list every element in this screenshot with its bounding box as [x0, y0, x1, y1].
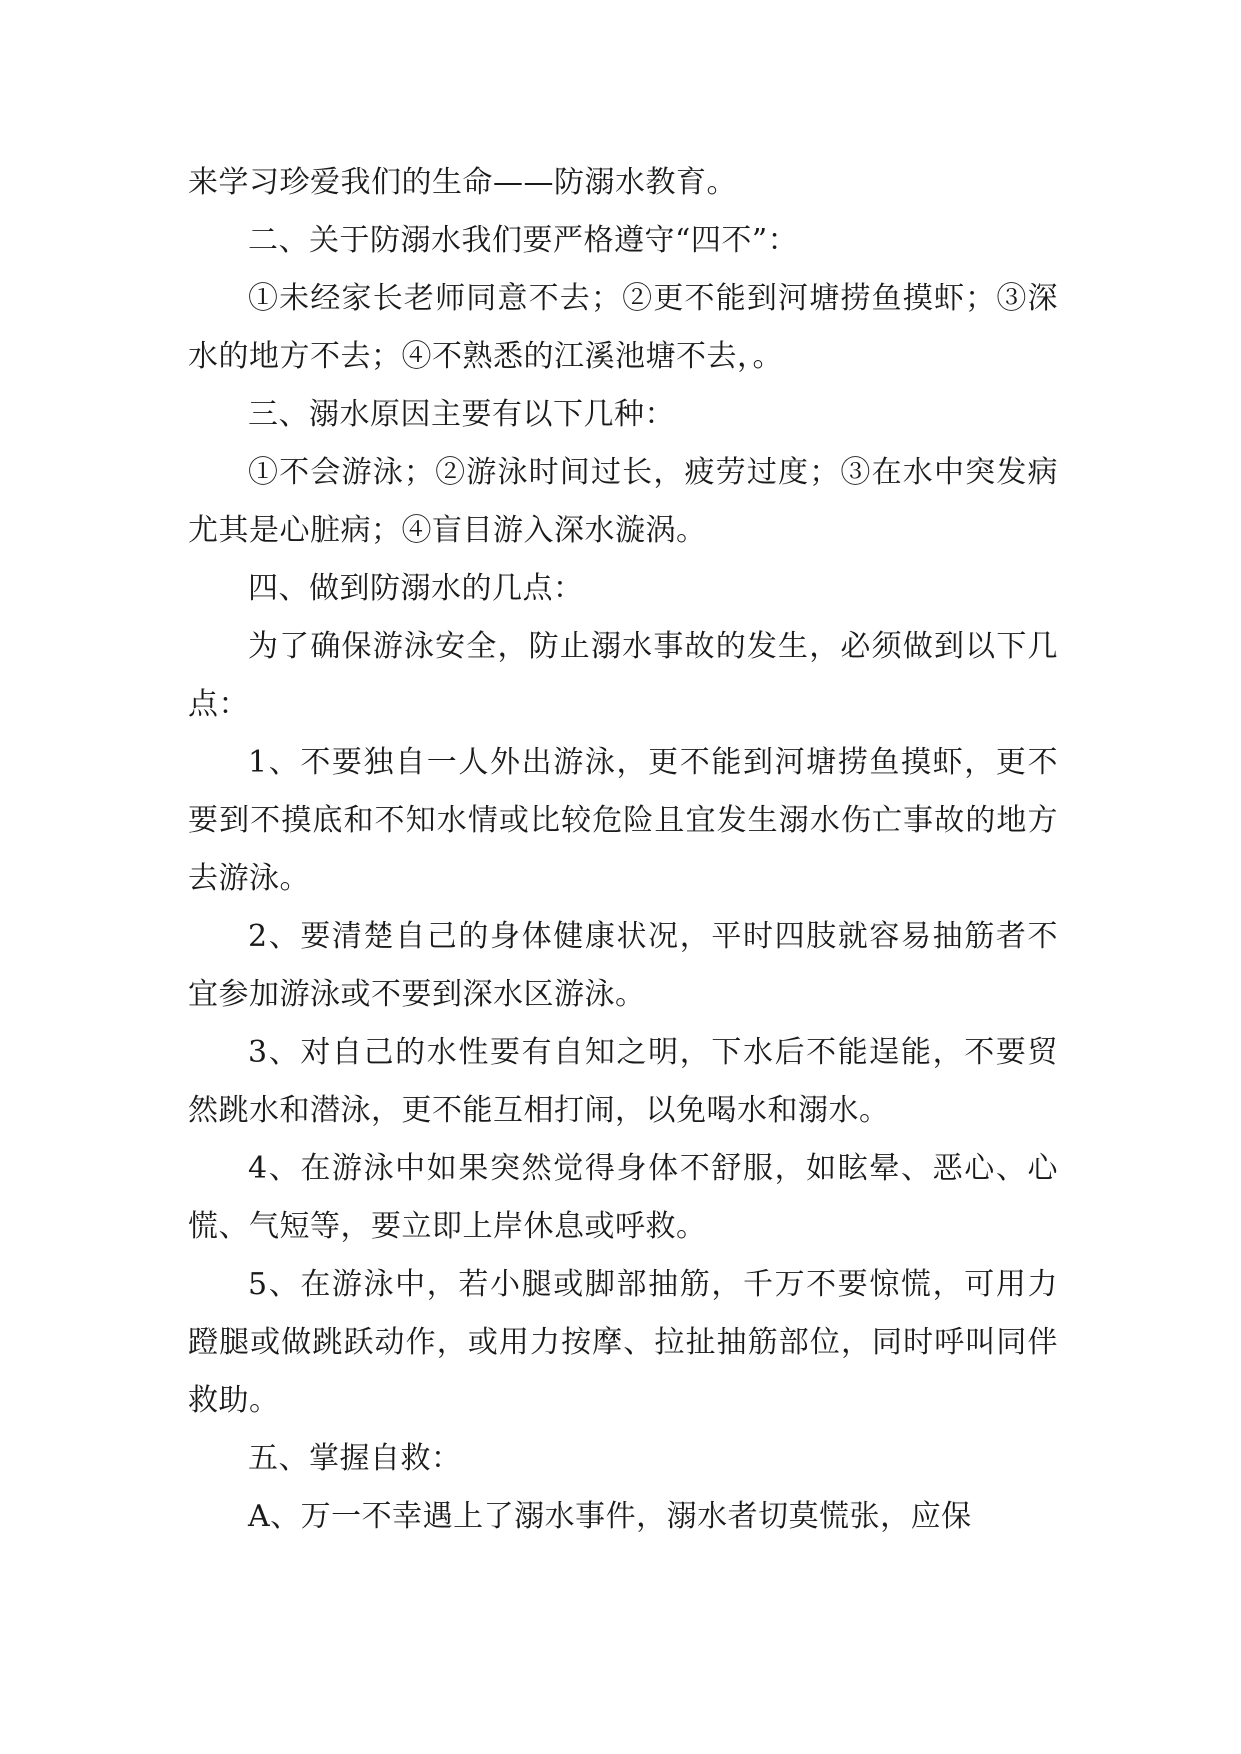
- paragraph-causes: ①不会游泳；②游泳时间过长，疲劳过度；③在水中突发病尤其是心脏病；④盲目游入深水漩涡。: [188, 455, 1058, 548]
- paragraph-continuation: 来学习珍爱我们的生命——防溺水教育。: [188, 165, 737, 200]
- section-heading-two: 二、关于防溺水我们要严格遵守“四不”：: [248, 223, 799, 258]
- list-item-1: 1、不要独自一人外出游泳，更不能到河塘捞鱼摸虾，更不要到不摸底和不知水情或比较危险且宜发生溺水伤亡事故的地方去游泳。: [188, 745, 1058, 896]
- list-item-3: 3、对自己的水性要有自知之明，下水后不能逞能，不要贸然跳水和潜泳，更不能互相打闹，以免喝水和溺水。: [188, 1035, 1058, 1128]
- document-body: [188, 154, 1058, 1546]
- paragraph-four-rules: ①未经家长老师同意不去；②更不能到河塘捞鱼摸虾；③深水的地方不去；④不熟悉的江溪池塘不去，。: [188, 281, 1058, 374]
- list-item-5: 5、在游泳中，若小腿或脚部抽筋，千万不要惊慌，可用力蹬腿或做跳跃动作，或用力按摩、拉扯抽筋部位，同时呼叫同伴救助。: [188, 1267, 1058, 1418]
- section-heading-three: 三、溺水原因主要有以下几种：: [248, 397, 675, 432]
- section-heading-four: 四、做到防溺水的几点：: [248, 571, 584, 606]
- section-heading-five: 五、掌握自救：: [248, 1441, 462, 1476]
- paragraph-self-rescue-a: A、万一不幸遇上了溺水事件，溺水者切莫慌张，应保: [248, 1499, 972, 1534]
- paragraph-intro-points: 为了确保游泳安全，防止溺水事故的发生，必须做到以下几点：: [188, 629, 1058, 722]
- list-item-4: 4、在游泳中如果突然觉得身体不舒服，如眩晕、恶心、心慌、气短等，要立即上岸休息或呼救。: [188, 1151, 1058, 1244]
- list-item-2: 2、要清楚自己的身体健康状况，平时四肢就容易抽筋者不宜参加游泳或不要到深水区游泳。: [188, 919, 1058, 1012]
